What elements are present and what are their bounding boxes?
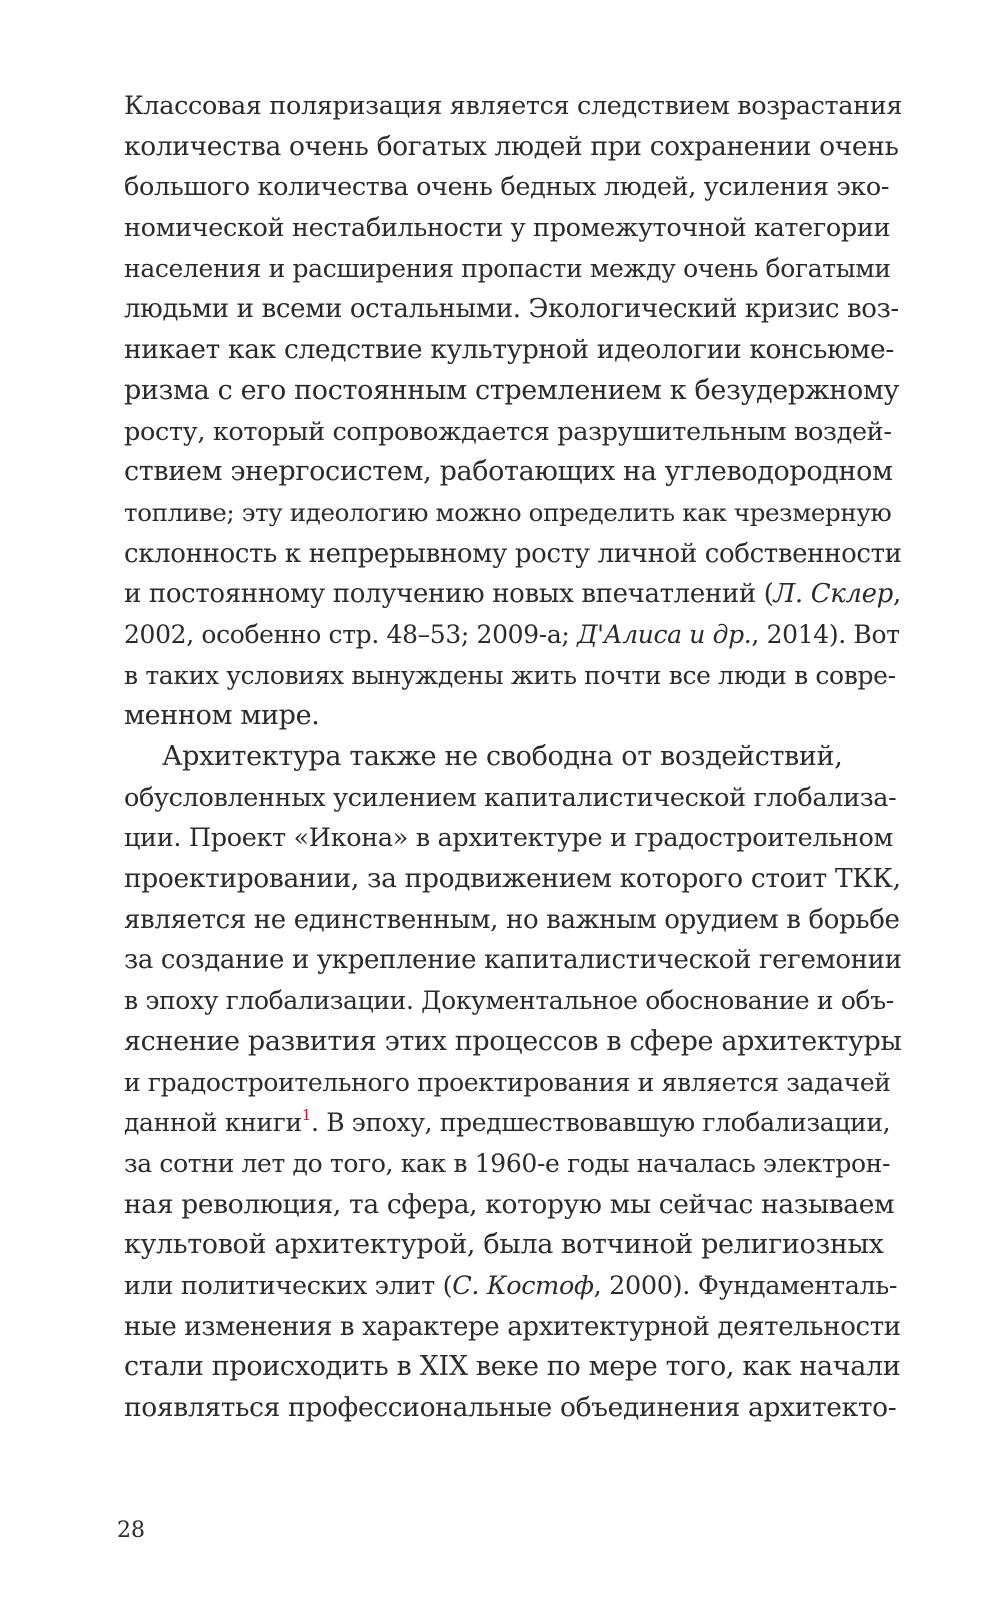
text-line: количества очень богатых людей при сохранении очень [124,130,899,162]
text-line: в эпоху глобализации. Документальное обоснование и объ- [124,986,894,1016]
text-line: за создание и укрепление капиталистической гегемонии [124,945,902,976]
text-line: проектировании, за продвижением которого стоит ТКК, [124,863,901,895]
text-line: яснение развития этих процессов в сфере архитектуры [124,1025,902,1057]
text-line: Классовая поляризация является следствием возрастания [124,91,903,121]
text-line: менном мире. [124,700,320,732]
text-line: в таких условиях вынуждены жить почти все люди в совре- [124,660,896,690]
text-line: является не единственным, но важным орудием в борьбе [124,904,900,935]
text-line: культовой архитектурой, была вотчиной религиозных [124,1229,884,1261]
text-line: номической нестабильности у промежуточной категории [124,213,891,244]
text-line: никает как следствие культурной идеологии консьюме- [124,334,894,366]
text-fragment: . В эпоху, предшествовавшую глобализации, [311,1108,891,1138]
text-line-citation [124,574,904,615]
text-line: ризма с его постоянным стремлением к безудержному [124,374,900,406]
text-fragment: 2002, особенно стр. 48–53; 2009-а; [124,619,578,649]
text-line: ная революция, та сфера, которую мы сейчас называем [124,1188,895,1220]
text-line: большого количества очень бедных людей, усиления эко- [124,172,890,203]
text-line: стали происходить в XIX веке по мере того, как начали [124,1351,901,1383]
citation-author: Л. Склер [773,579,893,610]
text-line: ные изменения в характере архитектурной деятельности [124,1311,901,1342]
text-fragment: данной книги [124,1108,302,1138]
text-line-footnote [124,1103,904,1144]
citation-author: Д'Алиса и др. [577,619,752,649]
text-line: и градостроительного проектирования и является задачей [124,1067,891,1097]
citation-author: С. Костоф [452,1270,594,1301]
text-line: населения и расширения пропасти между очень богатыми [124,253,891,283]
paragraph-start-line: Архитектура также не свободна от воздействий, [162,741,843,772]
text-fragment: или политических элит ( [124,1270,453,1301]
text-line: за сотни лет до того, как в 1960-е годы началась электрон- [124,1148,891,1178]
text-line: появляться профессиональные объединения архитекто- [124,1392,897,1423]
text-fragment: , 2000). Фундаменталь- [593,1270,898,1301]
text-line: топливе; эту идеологию можно определить как чрезмерную [124,497,892,527]
text-fragment: , [892,579,901,610]
page-number: 28 [117,1518,145,1543]
text-line: ствием энергосистем, работающих на углеводородном [124,456,893,488]
text-fragment: и постоянному получению новых впечатлений ( [124,579,774,610]
text-line-citation [124,1266,904,1307]
text-line: склонность к непрерывному росту личной собственности [124,538,902,569]
text-fragment: , 2014). Вот [751,619,900,649]
footnote-marker[interactable]: 1 [301,1106,311,1125]
text-line: обусловленных усилением капиталистической глобализа- [124,782,897,813]
text-line: ции. Проект «Икона» в архитектуре и градостроительном [124,823,893,854]
text-line: людьми и всеми остальными. Экологический кризис воз- [124,294,899,325]
text-line: росту, который сопровождается разрушительным воздей- [124,416,892,447]
text-line-citation [124,615,904,656]
body-text [124,86,904,1429]
